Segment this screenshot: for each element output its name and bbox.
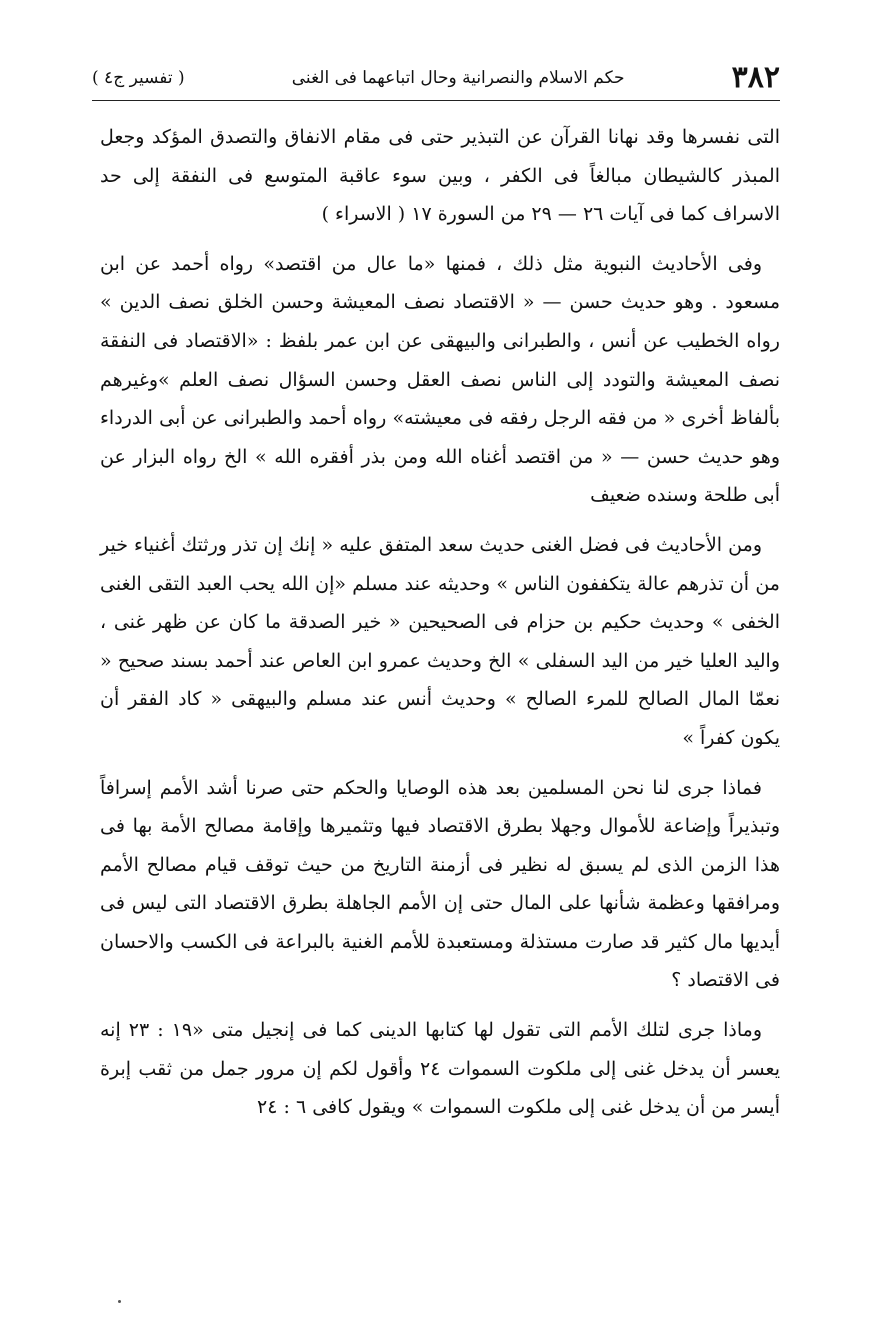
body-text [100,118,780,1138]
section-tag: ( تفسير ج٤ ) [92,68,185,88]
paragraph-2: وفى الأحاديث النبوية مثل ذلك ، فمنها «ما عال من اقتصد» رواه أحمد عن ابن مسعود . وهو حديث حسن — « الاقتصاد نصف المعيشة وحسن الخلق نصف الدين » رواه الخطيب عن أنس ، والطبرانى والبيهقى عن ابن عمر بلفظ : «الاقتصاد فى النفقة نصف المعيشة والتودد إلى الناس نصف العقل وحسن السؤال نصف العلم »وغيرهم بألفاظ أخرى « من فقه الرجل رفقه فى معيشته» رواه أحمد والطبرانى عن أبى الدرداء وهو حديث حسن — « من اقتصد أغناه الله ومن بذر أفقره الله » الخ رواه البزار عن أبى طلحة وسنده ضعيف [100,252,780,507]
paragraph-4: فماذا جرى لنا نحن المسلمين بعد هذه الوصايا والحكم حتى صرنا أشد الأمم إسرافاً وتبذيراً وإضاعة للأموال وجهلا بطرق الاقتصاد فيها وتثميرها وإقامة مصالح الأمة بها فى هذا الزمن الذى لم يسبق له نظير فى أزمنة التاريخ من حيث توقف قيام مصالح الأمم ومرافقها وعظمة شأنها على المال حتى إن الأمم الجاهلة بطرق الاقتصاد التى ليس فى أيديها مال كثير قد صارت مستذلة ومستعبدة للأمم الغنية بالبراعة فى الكسب والاحسان فى الاقتصاد ؟ [100,776,780,992]
page-number: ٣٨٢ [731,60,780,95]
running-title: حكم الاسلام والنصرانية وحال اتباعهما فى الغنى [291,68,625,88]
paragraph-1: التى نفسرها وقد نهانا القرآن عن التبذير حتى فى مقام الانفاق والتصدق المؤكد وجعل المبذر كالشيطان مبالغاً فى الكفر ، وبين سوء عاقبة المتوسع فى النفقة إلى حد الاسراف كما فى آيات ٢٦ — ٢٩ من السورة ١٧ ( الاسراء ) [100,126,780,226]
paragraph-3: ومن الأحاديث فى فضل الغنى حديث سعد المتفق عليه « إنك إن تذر ورثتك أغنياء خير من أن تذرهم عالة يتكففون الناس » وحديثه عند مسلم «إن الله يحب العبد التقى الغنى الخفى » وحديث حكيم بن حزام فى الصحيحين « خير الصدقة ما كان عن ظهر غنى ، واليد العليا خير من اليد السفلى » الخ وحديث عمرو ابن العاص عند أحمد بسند صحيح « نعمّا المال الصالح للمرء الصالح » وحديث أنس عند مسلم والبيهقى « كاد الفقر أن يكون كفراً » [100,533,780,749]
paragraph-5: وماذا جرى لتلك الأمم التى تقول لها كتابها الدينى كما فى إنجيل متى «١٩ : ٢٣ إنه يعسر أن يدخل غنى إلى ملكوت السموات ٢٤ وأقول لكم إن مرور جمل من ثقب إبرة أيسر من أن يدخل غنى إلى ملكوت السموات » ويقول كافى ٦ : ٢٤ [100,1019,780,1119]
header-rule [92,100,780,101]
scan-speck [118,1300,121,1303]
page-header [92,58,780,98]
